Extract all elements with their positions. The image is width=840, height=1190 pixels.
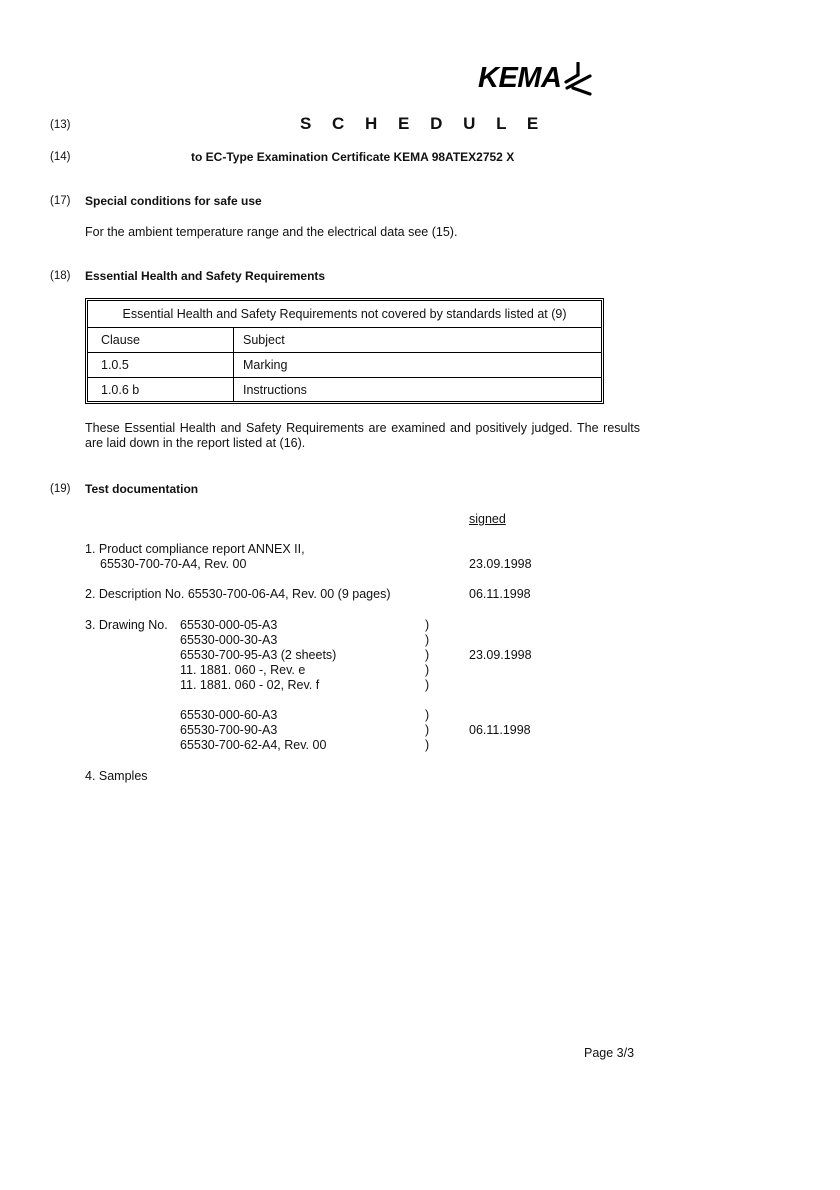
doc-item-2: 2. Description No. 65530-700-06-A4, Rev. 00 (9 pages) bbox=[85, 587, 391, 601]
section-number-13: (13) bbox=[50, 119, 71, 131]
page-title: S C H E D U L E bbox=[300, 114, 547, 133]
drawing-number: 65530-000-60-A3 bbox=[180, 708, 278, 722]
page-number: Page 3/3 bbox=[584, 1046, 635, 1060]
certificate-subtitle: to EC-Type Examination Certificate KEMA 98ATEX2752 X bbox=[191, 150, 515, 164]
drawing-group-1-date: 23.09.1998 bbox=[469, 648, 532, 662]
bracket: ) bbox=[425, 723, 430, 737]
subject-cell: Instructions bbox=[243, 382, 307, 397]
doc-item-2-date: 06.11.1998 bbox=[469, 587, 531, 601]
test-documentation-heading: Test documentation bbox=[85, 482, 199, 496]
drawing-number: 65530-700-62-A4, Rev. 00 bbox=[180, 738, 327, 752]
section-number-14: (14) bbox=[50, 151, 71, 163]
signed-label: signed bbox=[469, 512, 506, 526]
table-row bbox=[88, 378, 601, 401]
bracket: ) bbox=[425, 618, 430, 632]
doc-item-4: 4. Samples bbox=[85, 769, 148, 783]
bracket: ) bbox=[425, 738, 430, 752]
doc-item-1-line-2: 65530-700-70-A4, Rev. 00 bbox=[100, 557, 247, 571]
table-column-header-row bbox=[88, 328, 601, 353]
section-number-17: (17) bbox=[50, 195, 71, 207]
table-row bbox=[88, 353, 601, 378]
ehsr-table bbox=[85, 298, 604, 404]
doc-item-1-line-1: 1. Product compliance report ANNEX II, bbox=[85, 542, 305, 556]
drawing-number: 65530-000-05-A3 bbox=[180, 618, 278, 632]
drawing-group-2-date: 06.11.1998 bbox=[469, 723, 531, 737]
drawing-number: 11. 1881. 060 - 02, Rev. f bbox=[180, 678, 320, 692]
doc-item-3-label: 3. Drawing No. bbox=[85, 618, 168, 632]
drawing-number: 65530-700-95-A3 (2 sheets) bbox=[180, 648, 337, 662]
ehsr-note: These Essential Health and Safety Requirements are examined and positively judged. The results are laid down in the report listed at (16). bbox=[85, 421, 640, 450]
bracket: ) bbox=[425, 678, 430, 692]
kema-logo-mark-icon bbox=[563, 62, 593, 96]
bracket: ) bbox=[425, 633, 430, 647]
drawing-number: 11. 1881. 060 -, Rev. e bbox=[180, 663, 306, 677]
section-number-18: (18) bbox=[50, 270, 71, 282]
doc-item-1-date: 23.09.1998 bbox=[469, 557, 532, 571]
bracket: ) bbox=[425, 663, 430, 677]
clause-cell: 1.0.5 bbox=[101, 358, 129, 372]
kema-logo bbox=[478, 60, 593, 96]
subject-cell: Marking bbox=[243, 358, 288, 372]
column-header-clause: Clause bbox=[101, 333, 140, 347]
ehsr-heading: Essential Health and Safety Requirements bbox=[85, 269, 326, 283]
bracket: ) bbox=[425, 648, 430, 662]
table-title: Essential Health and Safety Requirements not covered by standards listed at (9) bbox=[122, 307, 567, 321]
drawing-number: 65530-000-30-A3 bbox=[180, 633, 278, 647]
clause-cell: 1.0.6 b bbox=[101, 382, 140, 397]
table-header-row bbox=[88, 301, 601, 328]
special-conditions-text: For the ambient temperature range and the electrical data see (15). bbox=[85, 225, 458, 239]
section-number-19: (19) bbox=[50, 483, 71, 495]
table-column-divider bbox=[233, 328, 234, 401]
logo-text: KEMA bbox=[478, 61, 562, 94]
column-header-subject: Subject bbox=[243, 333, 285, 347]
bracket: ) bbox=[425, 708, 430, 722]
special-conditions-heading: Special conditions for safe use bbox=[85, 194, 262, 208]
drawing-number: 65530-700-90-A3 bbox=[180, 723, 278, 737]
